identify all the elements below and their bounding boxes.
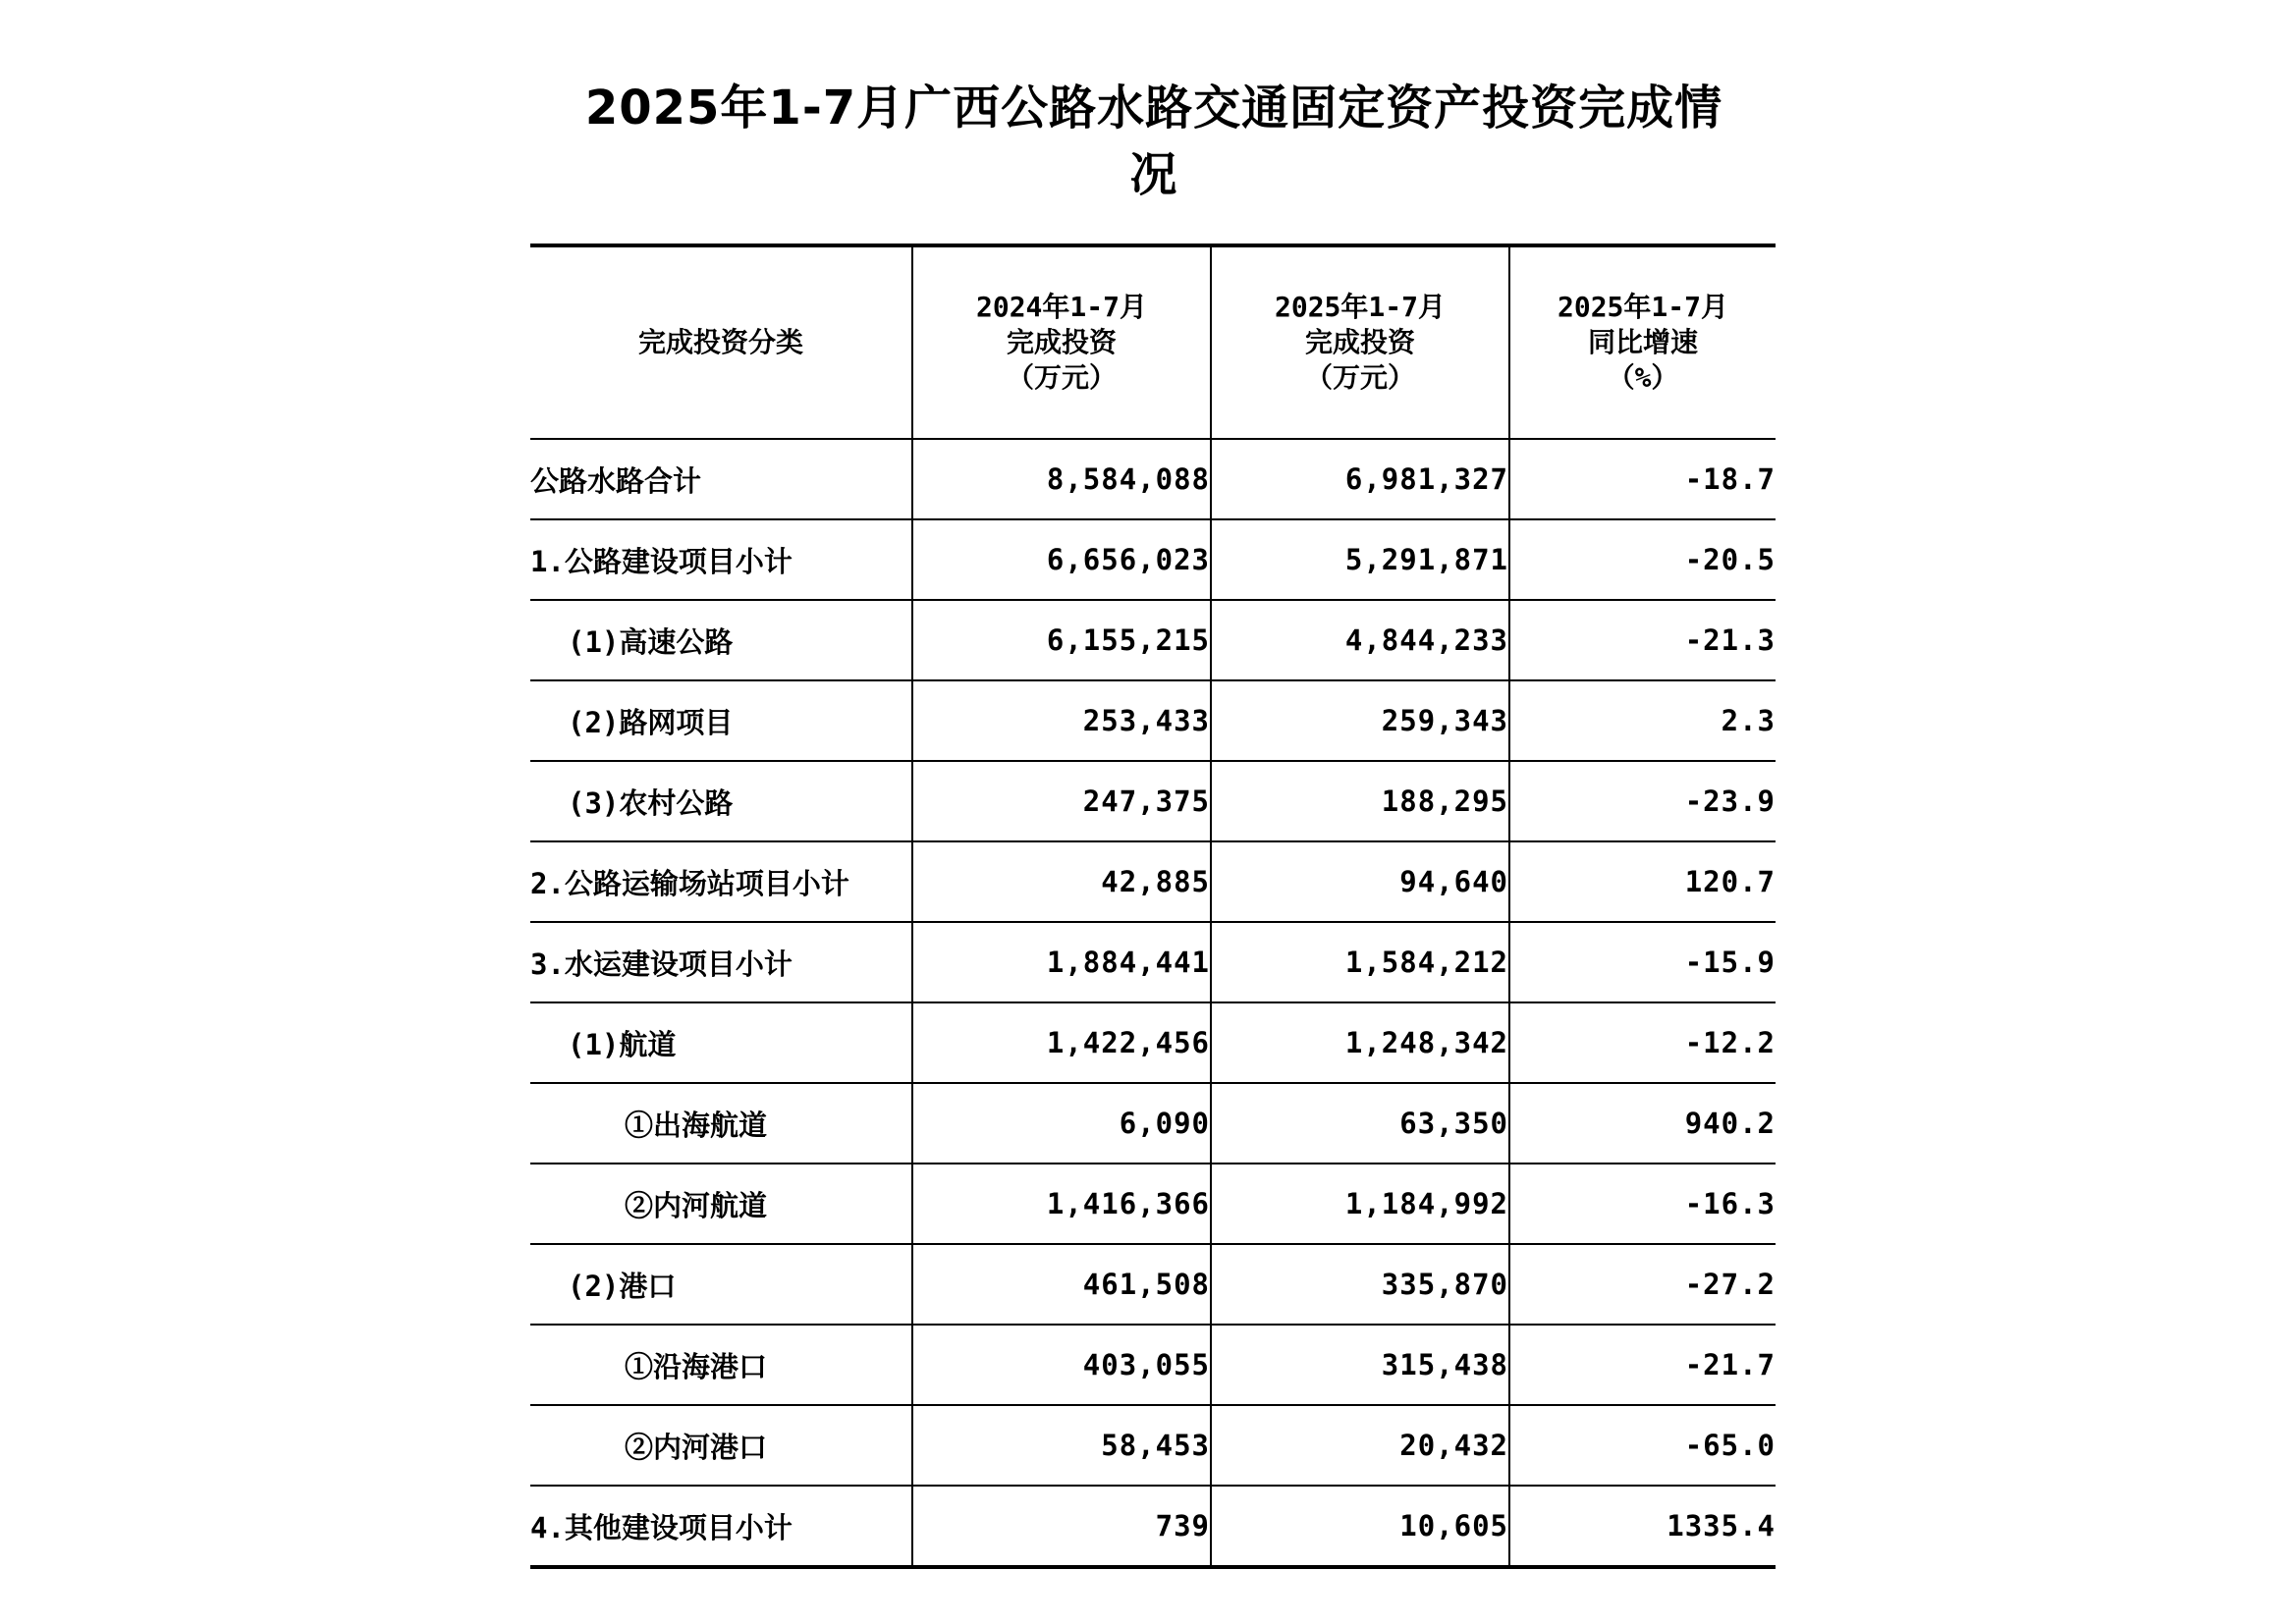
- investment-2025-cell: 20,432: [1211, 1405, 1509, 1486]
- investment-2024-cell: 403,055: [912, 1325, 1211, 1405]
- investment-2024-cell: 1,422,456: [912, 1002, 1211, 1083]
- category-cell: ②内河航道: [530, 1164, 912, 1244]
- investment-2025-cell: 63,350: [1211, 1083, 1509, 1164]
- growth-rate-cell: -23.9: [1509, 761, 1776, 841]
- table-row: [530, 680, 1776, 761]
- investment-2024-cell: 6,090: [912, 1083, 1211, 1164]
- investment-2025-cell: 1,248,342: [1211, 1002, 1509, 1083]
- investment-2025-cell: 315,438: [1211, 1325, 1509, 1405]
- investment-2024-cell: 1,884,441: [912, 922, 1211, 1002]
- table-row: [530, 1002, 1776, 1083]
- investment-2024-cell: 8,584,088: [912, 439, 1211, 519]
- header-2025-line-2: 完成投资: [1304, 326, 1415, 358]
- growth-rate-cell: 120.7: [1509, 841, 1776, 922]
- investment-2024-cell: 253,433: [912, 680, 1211, 761]
- investment-2025-cell: 1,584,212: [1211, 922, 1509, 1002]
- category-cell: 3.水运建设项目小计: [530, 922, 912, 1002]
- investment-2025-cell: 188,295: [1211, 761, 1509, 841]
- table-row: [530, 1325, 1776, 1405]
- table-row: [530, 1244, 1776, 1325]
- page-title-line-2: 况: [1129, 147, 1178, 202]
- investment-2025-cell: 94,640: [1211, 841, 1509, 922]
- header-2025-line-3: （万元）: [1304, 361, 1415, 394]
- category-cell: ①沿海港口: [530, 1325, 912, 1405]
- category-cell: 1.公路建设项目小计: [530, 519, 912, 600]
- growth-rate-cell: -27.2: [1509, 1244, 1776, 1325]
- investment-2025-cell: 6,981,327: [1211, 439, 1509, 519]
- investment-2024-cell: 1,416,366: [912, 1164, 1211, 1244]
- growth-rate-cell: -65.0: [1509, 1405, 1776, 1486]
- investment-2024-cell: 6,656,023: [912, 519, 1211, 600]
- header-growth-line-3: （%）: [1607, 361, 1679, 394]
- page-title-line-1: 2025年1-7月广西公路水路交通固定资产投资完成情: [584, 81, 1723, 135]
- header-2024-line-2: 完成投资: [1006, 326, 1117, 358]
- investment-2024-cell: 247,375: [912, 761, 1211, 841]
- investment-2024-cell: 461,508: [912, 1244, 1211, 1325]
- category-cell: (1)高速公路: [530, 600, 912, 680]
- table-header-row: [530, 245, 1776, 439]
- investment-2025-cell: 335,870: [1211, 1244, 1509, 1325]
- table-row: [530, 600, 1776, 680]
- growth-rate-cell: -15.9: [1509, 922, 1776, 1002]
- table-row: [530, 922, 1776, 1002]
- header-growth-rate: [1509, 245, 1776, 439]
- table-row: [530, 1083, 1776, 1164]
- page-title: [530, 75, 1777, 208]
- growth-rate-cell: 940.2: [1509, 1083, 1776, 1164]
- header-growth-line-1: 2025年1-7月: [1557, 291, 1728, 323]
- investment-2025-cell: 10,605: [1211, 1486, 1509, 1567]
- growth-rate-cell: -21.3: [1509, 600, 1776, 680]
- growth-rate-cell: -16.3: [1509, 1164, 1776, 1244]
- investment-2025-cell: 259,343: [1211, 680, 1509, 761]
- table-row: [530, 761, 1776, 841]
- header-growth-line-2: 同比增速: [1587, 326, 1698, 358]
- category-cell: (1)航道: [530, 1002, 912, 1083]
- header-category-label: 完成投资分类: [637, 326, 803, 358]
- investment-2025-cell: 5,291,871: [1211, 519, 1509, 600]
- growth-rate-cell: -12.2: [1509, 1002, 1776, 1083]
- growth-rate-cell: 1335.4: [1509, 1486, 1776, 1567]
- header-category: [530, 245, 912, 439]
- investment-2024-cell: 6,155,215: [912, 600, 1211, 680]
- table-row: [530, 1164, 1776, 1244]
- table-row: [530, 1486, 1776, 1567]
- header-2024-line-1: 2024年1-7月: [975, 291, 1147, 323]
- table-row: [530, 519, 1776, 600]
- investment-2024-cell: 58,453: [912, 1405, 1211, 1486]
- investment-2024-cell: 42,885: [912, 841, 1211, 922]
- table-row: [530, 1405, 1776, 1486]
- growth-rate-cell: -20.5: [1509, 519, 1776, 600]
- category-cell: ②内河港口: [530, 1405, 912, 1486]
- header-2025-line-1: 2025年1-7月: [1274, 291, 1446, 323]
- investment-2025-cell: 4,844,233: [1211, 600, 1509, 680]
- growth-rate-cell: -18.7: [1509, 439, 1776, 519]
- header-2024-investment: [912, 245, 1211, 439]
- table-row: [530, 439, 1776, 519]
- header-2024-line-3: （万元）: [1006, 361, 1117, 394]
- table-row: [530, 841, 1776, 922]
- growth-rate-cell: -21.7: [1509, 1325, 1776, 1405]
- category-cell: 公路水路合计: [530, 439, 912, 519]
- growth-rate-cell: 2.3: [1509, 680, 1776, 761]
- header-2025-investment: [1211, 245, 1509, 439]
- category-cell: (2)港口: [530, 1244, 912, 1325]
- category-cell: ①出海航道: [530, 1083, 912, 1164]
- category-cell: (3)农村公路: [530, 761, 912, 841]
- investment-table: [530, 244, 1776, 1569]
- category-cell: (2)路网项目: [530, 680, 912, 761]
- investment-2024-cell: 739: [912, 1486, 1211, 1567]
- category-cell: 4.其他建设项目小计: [530, 1486, 912, 1567]
- investment-2025-cell: 1,184,992: [1211, 1164, 1509, 1244]
- category-cell: 2.公路运输场站项目小计: [530, 841, 912, 922]
